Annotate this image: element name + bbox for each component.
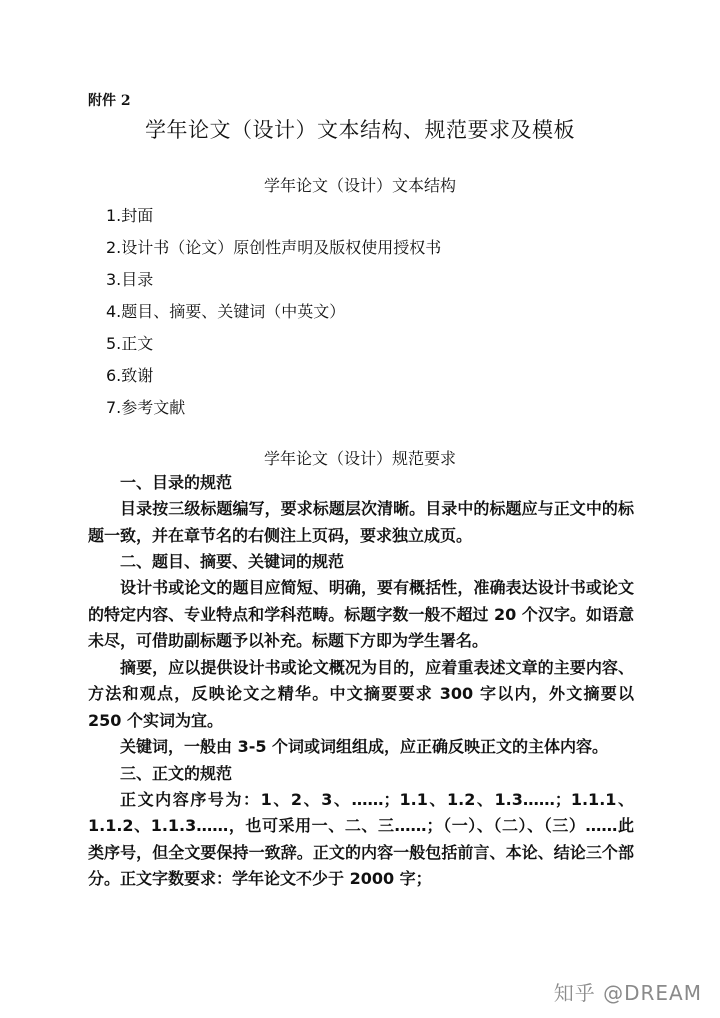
spec-title: 学年论文（设计）规范要求 <box>263 449 456 468</box>
structure-title: 学年论文（设计）文本结构 <box>263 176 456 195</box>
structure-item: 6.致谢 <box>106 366 154 385</box>
paragraph: 摘要，应以提供设计书或论文概况为目的，应着重表述文章的主要内容、方法和观点，反映论文之精华。中文摘要要求 300 字以内，外文摘要以 250 个实词为宜。 <box>88 657 634 730</box>
paragraph: 正文内容序号为：1、2、3、……；1.1、1.2、1.3……；1.1.1、1.1.2、1.1.3……，也可采用一、二、三……；（一）、（二）、（三）……此类序号，但全文要保持一致辞。正文的内容一般包括前言、本论、结论三个部分。正文字数要求：学年论文不少于 2000 字； <box>88 789 634 888</box>
structure-item: 2.设计书（论文）原创性声明及版权使用授权书 <box>106 238 442 257</box>
structure-item: 3.目录 <box>106 270 154 289</box>
spec-body <box>88 470 634 893</box>
watermark: 知乎 @DREAM <box>553 981 702 1005</box>
structure-item: 4.题目、摘要、关键词（中英文） <box>106 302 346 321</box>
paragraph: 设计书或论文的题目应简短、明确，要有概括性，准确表达设计书或论文的特定内容、专业特点和学科范畴。标题字数一般不超过 20 个汉字。如语意未尽，可借助副标题予以补充。标题下方即为学生署名。 <box>88 578 634 650</box>
attachment-label: 附件 2 <box>88 93 131 109</box>
section-heading-title-abstract: 二、题目、摘要、关键词的规范 <box>120 552 345 571</box>
paragraph: 关键词，一般由 3-5 个词或词组组成，应正确反映正文的主体内容。 <box>120 737 609 756</box>
section-heading-toc: 一、目录的规范 <box>120 473 233 492</box>
structure-item: 1.封面 <box>106 206 154 225</box>
main-title: 学年论文（设计）文本结构、规范要求及模板 <box>145 118 575 142</box>
structure-item: 5.正文 <box>106 334 154 353</box>
structure-list <box>106 200 441 424</box>
paragraph: 目录按三级标题编写，要求标题层次清晰。目录中的标题应与正文中的标题一致，并在章节名的右侧注上页码，要求独立成页。 <box>88 499 634 545</box>
structure-item: 7.参考文献 <box>106 398 186 417</box>
section-heading-body: 三、正文的规范 <box>120 763 233 783</box>
